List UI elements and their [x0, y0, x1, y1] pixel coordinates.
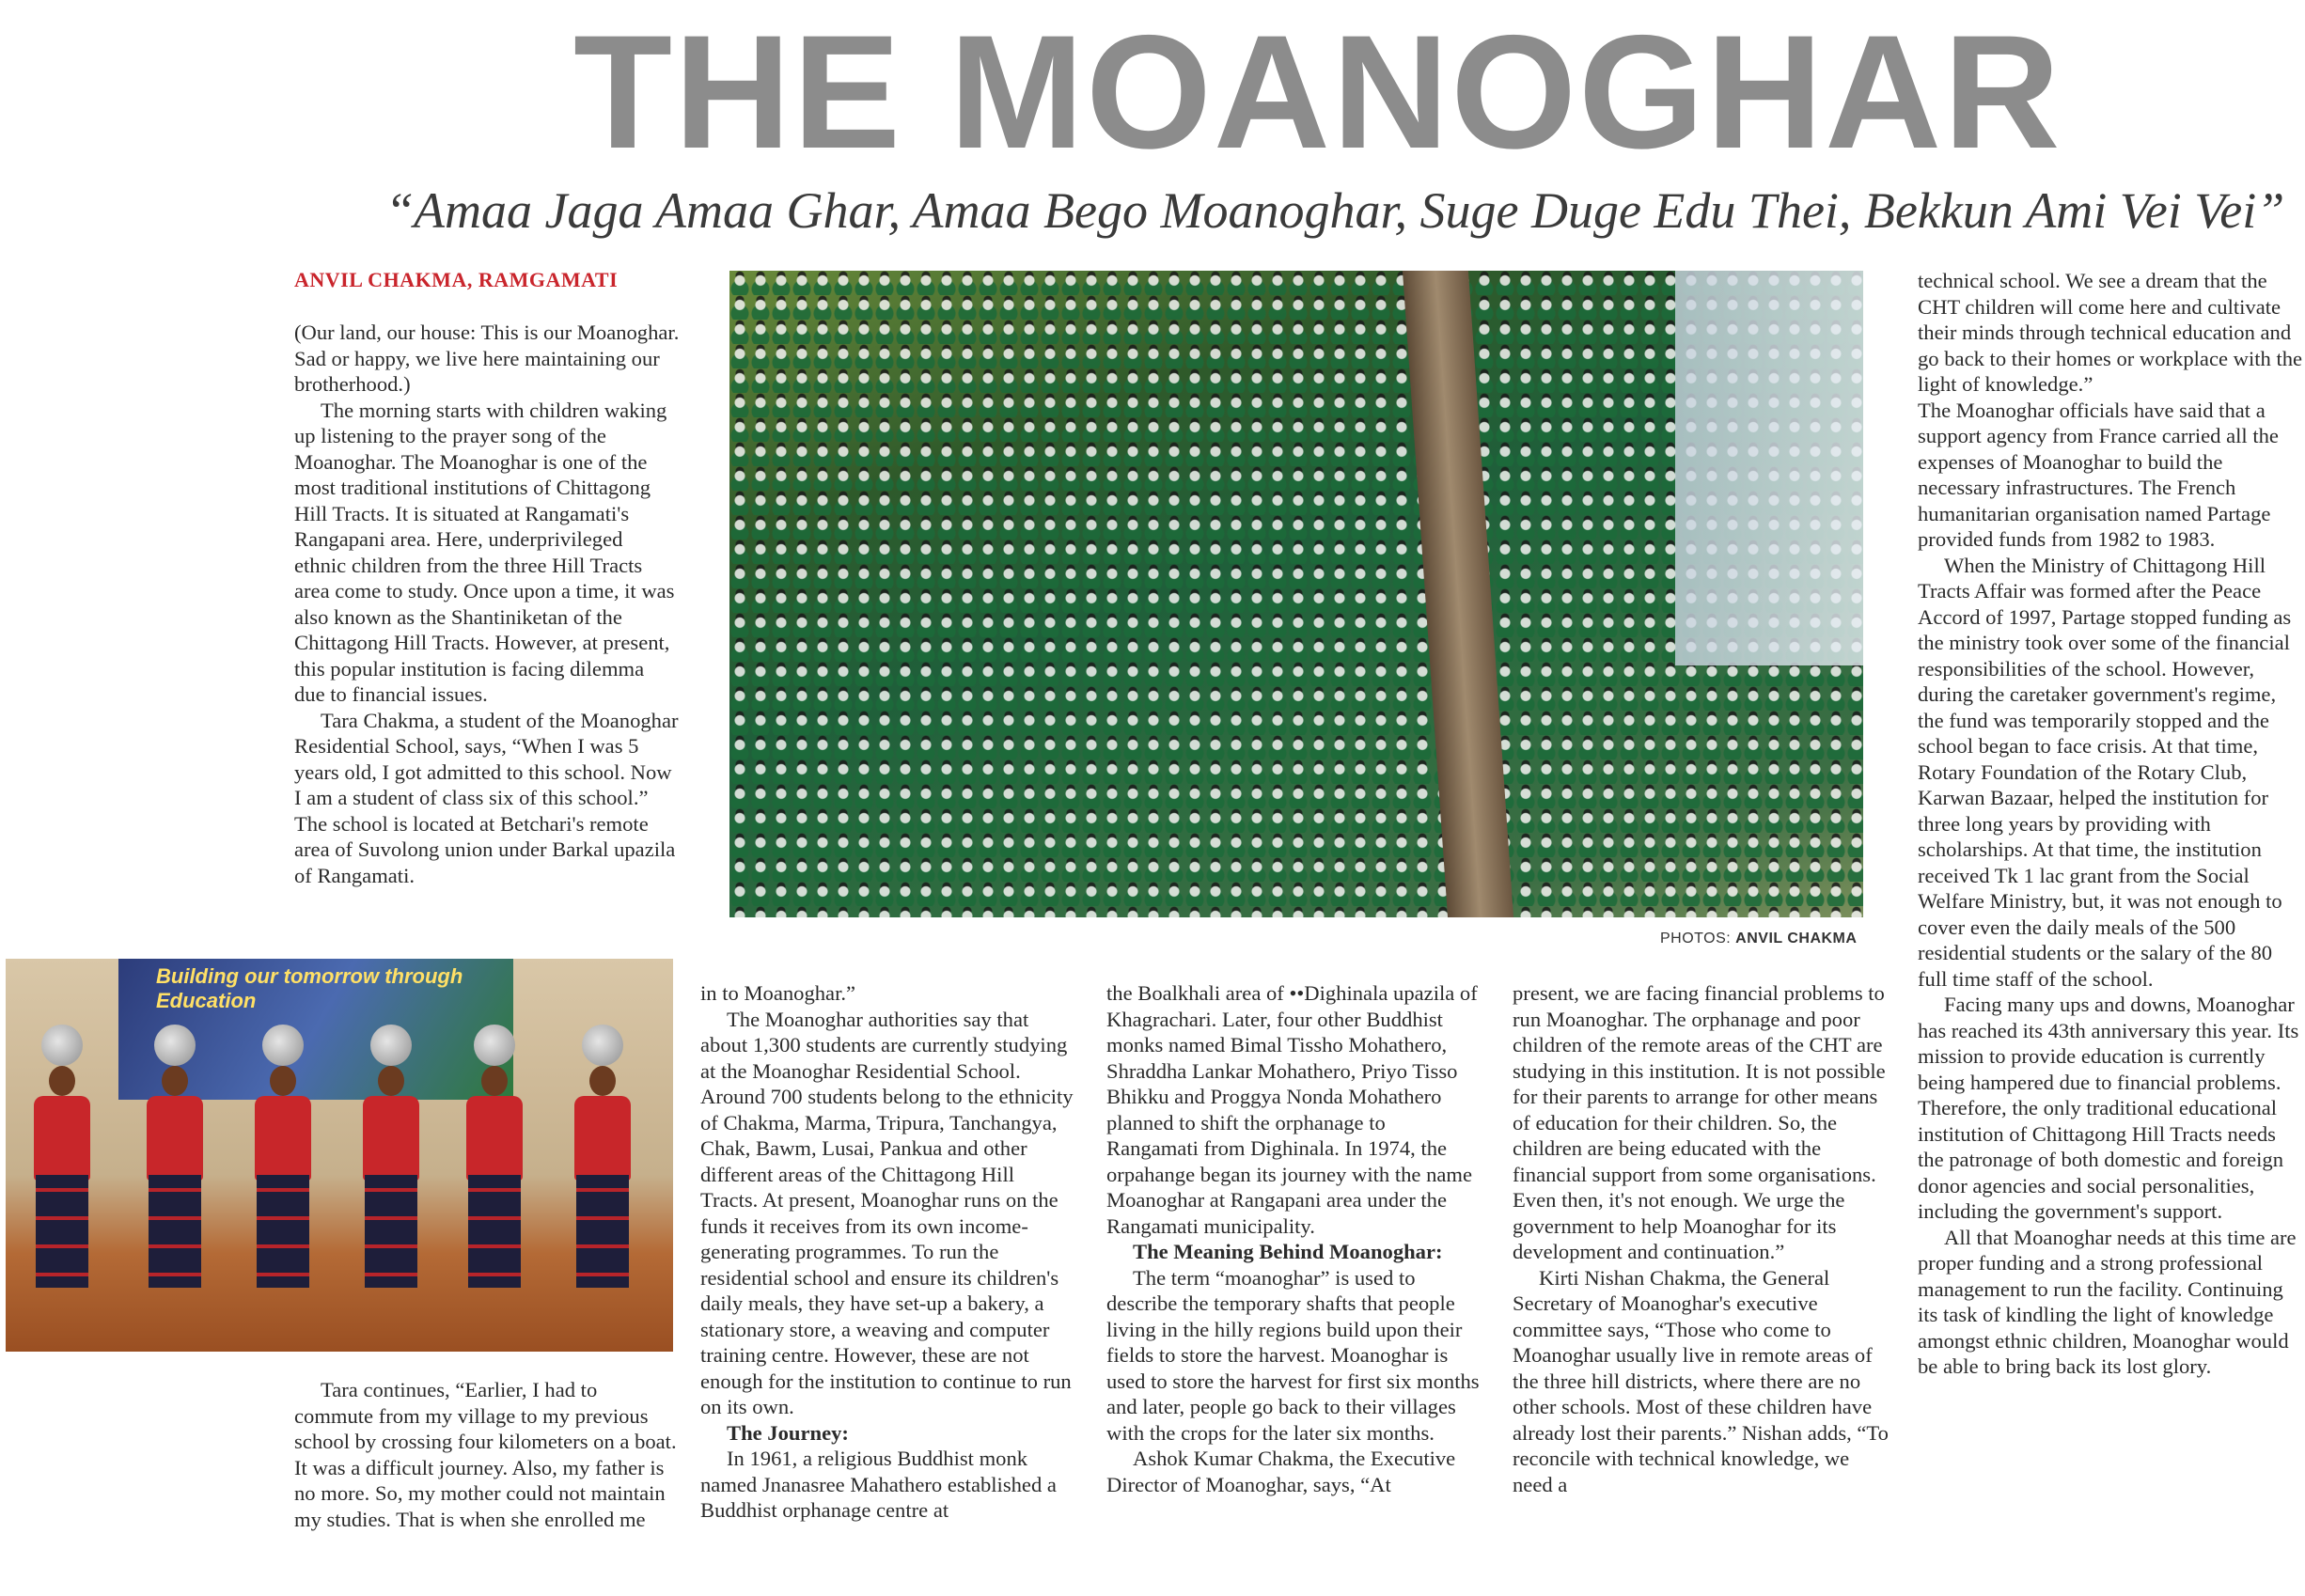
paragraph: The Moanoghar authorities say that about 1,300 students are currently studying at the Moanoghar Residential School. Around 700 students belong to the ethnicity of Chakma, Marma, Tripura, Tanchangya, Chak, Bawm, Lusai, Pankua and other different areas of the Chittagong Hill Tracts. At present, Moanoghar runs on the funds it receives from its own income-generating programmes. To run the residential school and ensure its children's daily meals, they have set-up a bakery, a stationary store, a weaving and computer training centre. However, these are not enough for the institution to continue to run on its own.: [700, 1007, 1074, 1418]
byline: ANVIL CHAKMA, RAMGAMATI: [294, 268, 619, 291]
paragraph: When the Ministry of Chittagong Hill Tracts Affair was formed after the Peace Accord of 1997, Partage stopped funding as the ministry took over some of the financial responsibilities of the school. However, during the caretaker government's regime, the fund was temporarily stopped and the school began to face crisis. At that time, Rotary Foundation of the Rotary Club, Karwan Bazaar, helped the institution for three long years by providing with scholarships. At that time, the institution received Tk 1 lac grant from the Social Welfare Ministry, but, it was not enough to cover even the daily meals of the 500 residential students or the salary of the 80 full time staff of the school.: [1918, 553, 2292, 991]
photo-credit-label: PHOTOS:: [1660, 931, 1732, 947]
stage-banner-text: Building our tomorrow through Education: [156, 964, 463, 1012]
paragraph: Tara Chakma, a student of the Moanoghar Residential School, says, “When I was 5 years old, I got admitted to this school. Now I am a student of class six of this school.” The school is located at Betchari's remote area of Suvolong union under Barkal upazila of Rangamati.: [294, 708, 679, 887]
photo-credit-name: ANVIL CHAKMA: [1735, 931, 1858, 947]
column-1-continued: [294, 1377, 680, 1565]
tagline-quote: “Amaa Jaga Amaa Ghar, Amaa Bego Moanoghar, Suge Duge Edu Thei, Bekkun Ami Vei Vei”: [385, 182, 2285, 239]
intro-translation: (Our land, our house: This is our Moanoghar. Sad or happy, we live here maintaining our brotherhood.): [294, 321, 680, 396]
column-3: [1106, 980, 1482, 1568]
dancer-figure: [565, 1025, 640, 1325]
dancer-figure: [137, 1025, 212, 1325]
photo-credit: [1660, 931, 1857, 947]
paragraph: present, we are facing financial problems to run Moanoghar. The orphanage and poor children of the remote areas of the CHT are studying in this institution. It is not possible for their parents to arrange for other means of education for their children. So, the children are being educated with the financial support from some organisations. Even then, it's not enough. We urge the government to help Moanoghar for its development and continuation.”: [1513, 981, 1886, 1263]
building-wall: [1675, 271, 1863, 665]
paragraph: Tara continues, “Earlier, I had to commute from my village to my previous school by crossing four kilometers on a boat. It was a difficult journey. Also, my father is no more. So, my mother could not maintain my studies. That is when she enrolled me: [294, 1378, 677, 1531]
paragraph: the Boalkhali area of ••Dighinala upazila of Khagrachari. Later, four other Buddhist monks named Bimal Tissho Mohathero, Shraddha Lankar Mohathero, Priyo Tisso Bhikku and Proggya Nonda Mohathero planned to shift the orphanage to Rangamati from Dighinala. In 1974, the orpahange began its journey with the name Moanoghar at Rangapani area under the Rangamati municipality.: [1106, 981, 1478, 1238]
paragraph: Ashok Kumar Chakma, the Executive Director of Moanoghar, says, “At: [1106, 1447, 1456, 1496]
paragraph: The Moanoghar officials have said that a support agency from France carried all the expenses of Moanoghar to build the necessary infrastructures. The French humanitarian organisation named Partage provided funds from 1982 to 1983.: [1918, 398, 2279, 551]
students-assembly-photo: [729, 271, 1863, 917]
subheading-meaning: The Meaning Behind Moanoghar:: [1133, 1240, 1443, 1263]
column-1: [294, 320, 680, 931]
paragraph: Kirti Nishan Chakma, the General Secretary of Moanoghar's executive committee says, “Those who come to Moanoghar usually live in remote areas of the three hill districts, where there are no other schools. Most of these children have already lost their parents.” Nishan adds, “To reconcile with technical knowledge, we need a: [1513, 1265, 1889, 1496]
paragraph: The term “moanoghar” is used to describe the temporary shafts that people living in the hilly regions build upon their fields to store the harvest. Moanoghar is used to store the harvest for first six months and later, people go back to their villages with the crops for the later six months.: [1106, 1265, 1480, 1445]
dancer-figure: [457, 1025, 532, 1325]
paragraph: In 1961, a religious Buddhist monk named Jnanasree Mahathero established a Buddhist orphanage centre at: [700, 1447, 1057, 1522]
column-5: [1918, 268, 2303, 1574]
paragraph: technical school. We see a dream that the CHT children will come here and cultivate their minds through technical education and go back to their homes or workplace with the light of knowledge.”: [1918, 269, 2303, 396]
subheading-journey: The Journey:: [727, 1420, 849, 1445]
dancers-photo: [6, 959, 673, 1352]
paragraph: Facing many ups and downs, Moanoghar has reached its 43th anniversary this year. Its mission to provide education is currently being hampered due to financial problems. Therefore, the only traditional educational institution of Chittagong Hill Tracts needs the patronage of both domestic and foreign donor agencies and social personalities, including the government's support.: [1918, 993, 2299, 1223]
dancer-figure: [353, 1025, 429, 1325]
column-2: [700, 980, 1076, 1568]
dancer-figure: [245, 1025, 321, 1325]
paragraph: All that Moanoghar needs at this time are proper funding and a strong professional management to run the facility. Continuing its task of kindling the light of knowledge amongst ethnic children, Moanoghar would be able to bring back its lost glory.: [1918, 1225, 2297, 1378]
paragraph: in to Moanoghar.”: [700, 981, 856, 1005]
dancer-figure: [24, 1025, 100, 1325]
column-4: [1513, 980, 1889, 1568]
headline: THE MOANOGHAR: [573, 2, 2062, 182]
paragraph: The morning starts with children waking up listening to the prayer song of the Moanoghar. The Moanoghar is one of the most traditional institutions of Chittagong Hill Tracts. It is situated at Rangamati's Rangapani area. Here, underprivileged ethnic children from the three Hill Tracts area come to study. Once upon a time, it was also known as the Shantiniketan of the Chittagong Hill Tracts. However, at present, this popular institution is facing dilemma due to financial issues.: [294, 398, 675, 706]
